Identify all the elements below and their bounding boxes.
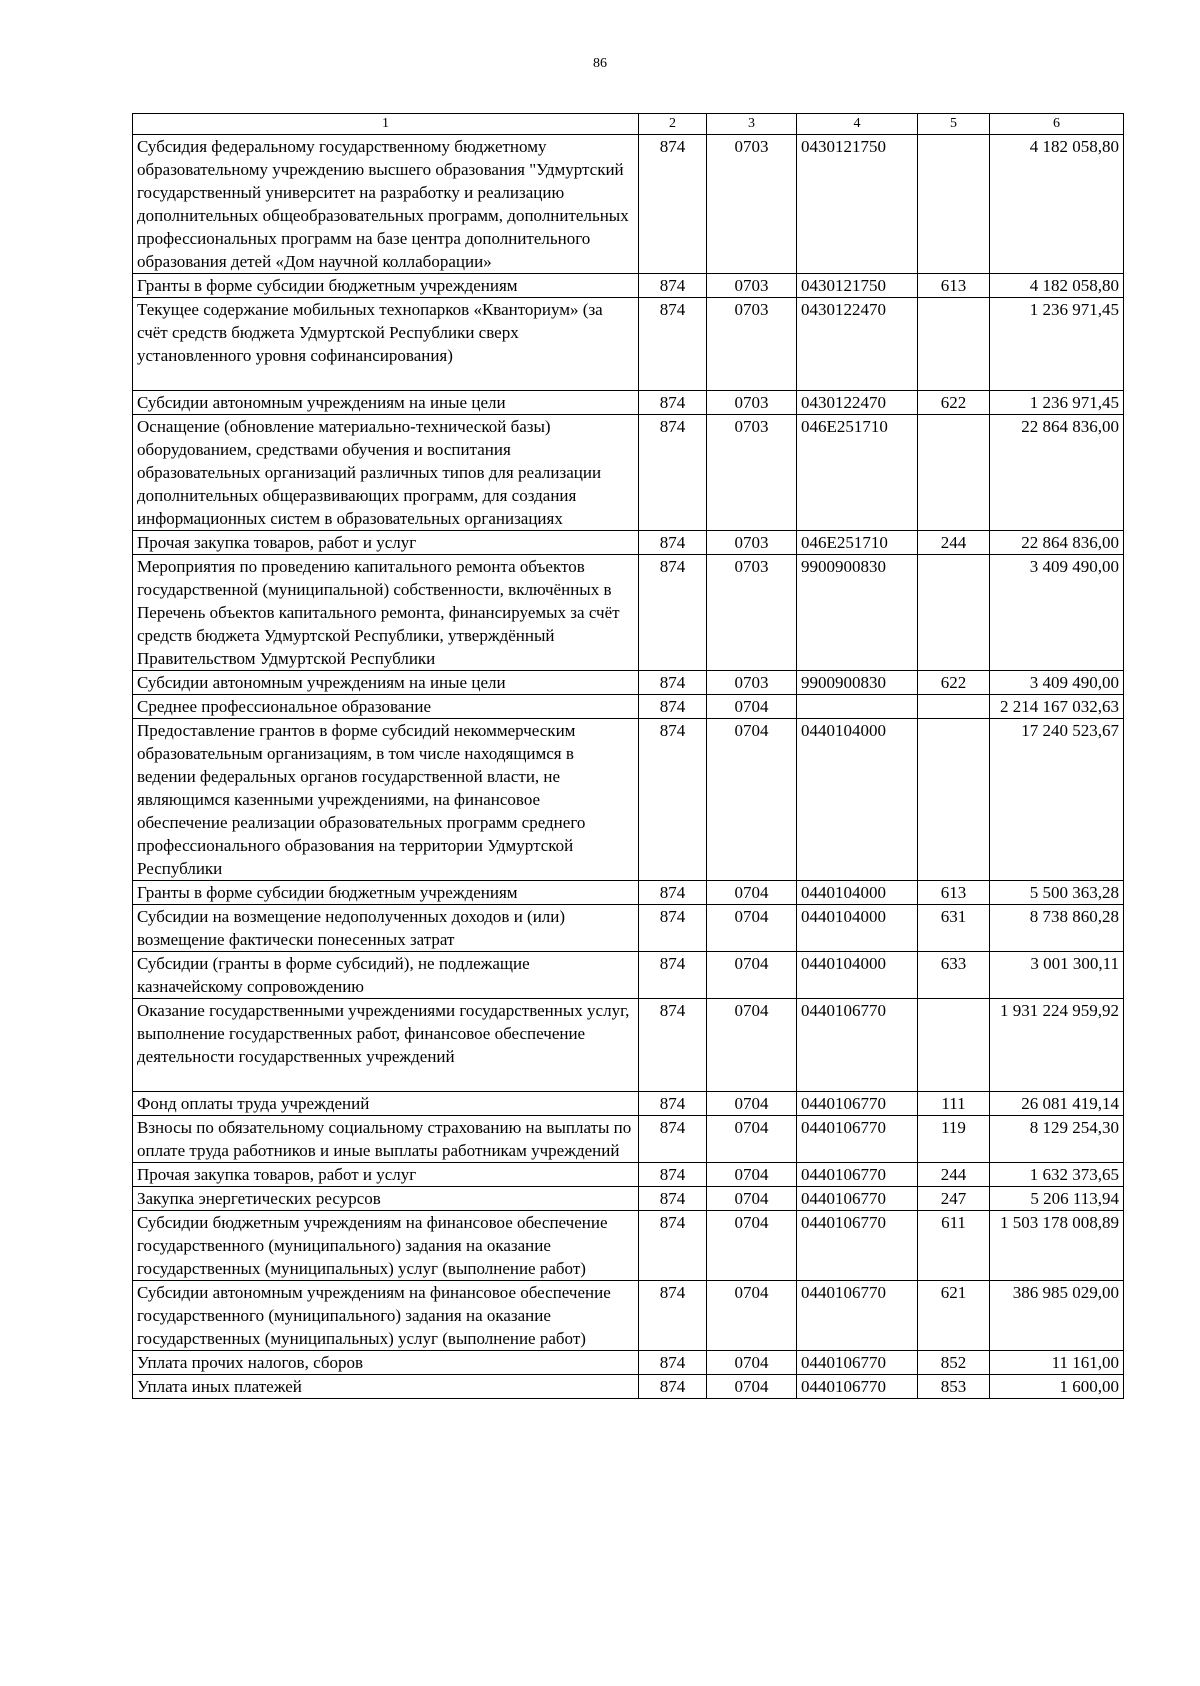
column-number-row (133, 114, 1124, 135)
admin-code: 874 (639, 415, 707, 531)
table-row (133, 999, 1124, 1092)
section-code: 0703 (707, 298, 797, 391)
expense-type-code (918, 135, 990, 274)
column-header: 4 (797, 114, 918, 135)
section-code: 0704 (707, 1281, 797, 1351)
section-code: 0704 (707, 695, 797, 719)
amount: 8 129 254,30 (990, 1116, 1124, 1163)
admin-code: 874 (639, 298, 707, 391)
admin-code: 874 (639, 952, 707, 999)
table-row (133, 391, 1124, 415)
column-header: 3 (707, 114, 797, 135)
row-name: Оснащение (обновление материально-технической базы) оборудованием, средствами обучения и воспитания образовательных организаций различных типов для реализации дополнительных общеразвивающих программ, для создания информационных систем в образовательных организациях (133, 415, 639, 531)
target-code: 046E251710 (797, 531, 918, 555)
amount: 3 409 490,00 (990, 555, 1124, 671)
amount: 11 161,00 (990, 1351, 1124, 1375)
table-row (133, 1351, 1124, 1375)
row-name: Предоставление грантов в форме субсидий некоммерческим образовательным организациям, в том числе находящимся в ведении федеральных органов государственной власти, не являющимся казенными учреждениями, на финансовое обеспечение реализации образовательных программ среднего профессионального образования на территории Удмуртской Республики (133, 719, 639, 881)
admin-code: 874 (639, 531, 707, 555)
row-name: Оказание государственными учреждениями государственных услуг, выполнение государственных работ, финансовое обеспечение деятельности государственных учреждений (133, 999, 639, 1092)
amount: 1 503 178 008,89 (990, 1211, 1124, 1281)
admin-code: 874 (639, 881, 707, 905)
target-code (797, 695, 918, 719)
table-row (133, 1163, 1124, 1187)
row-name: Гранты в форме субсидии бюджетным учреждениям (133, 881, 639, 905)
section-code: 0704 (707, 999, 797, 1092)
row-name: Субсидии автономным учреждениям на иные цели (133, 671, 639, 695)
expense-type-code: 631 (918, 905, 990, 952)
amount: 3 001 300,11 (990, 952, 1124, 999)
expense-type-code (918, 999, 990, 1092)
section-code: 0703 (707, 135, 797, 274)
table-row (133, 555, 1124, 671)
expense-type-code: 621 (918, 1281, 990, 1351)
row-name: Субсидии автономным учреждениям на иные цели (133, 391, 639, 415)
row-name: Уплата прочих налогов, сборов (133, 1351, 639, 1375)
expense-type-code: 247 (918, 1187, 990, 1211)
row-name: Субсидии (гранты в форме субсидий), не подлежащие казначейскому сопровождению (133, 952, 639, 999)
section-code: 0704 (707, 1211, 797, 1281)
admin-code: 874 (639, 1211, 707, 1281)
section-code: 0703 (707, 531, 797, 555)
table-row (133, 952, 1124, 999)
row-name: Фонд оплаты труда учреждений (133, 1092, 639, 1116)
column-header: 2 (639, 114, 707, 135)
row-name: Взносы по обязательному социальному страхованию на выплаты по оплате труда работников и иные выплаты работникам учреждений (133, 1116, 639, 1163)
admin-code: 874 (639, 1116, 707, 1163)
admin-code: 874 (639, 905, 707, 952)
admin-code: 874 (639, 719, 707, 881)
amount: 4 182 058,80 (990, 274, 1124, 298)
target-code: 0440104000 (797, 905, 918, 952)
admin-code: 874 (639, 1375, 707, 1399)
target-code: 0440106770 (797, 1281, 918, 1351)
admin-code: 874 (639, 695, 707, 719)
admin-code: 874 (639, 274, 707, 298)
target-code: 0440106770 (797, 1163, 918, 1187)
amount: 22 864 836,00 (990, 531, 1124, 555)
expense-type-code: 244 (918, 531, 990, 555)
admin-code: 874 (639, 1351, 707, 1375)
section-code: 0703 (707, 671, 797, 695)
row-name: Гранты в форме субсидии бюджетным учреждениям (133, 274, 639, 298)
target-code: 0430121750 (797, 135, 918, 274)
target-code: 046E251710 (797, 415, 918, 531)
table-row (133, 135, 1124, 274)
amount: 26 081 419,14 (990, 1092, 1124, 1116)
expense-type-code: 119 (918, 1116, 990, 1163)
section-code: 0704 (707, 881, 797, 905)
table-row (133, 415, 1124, 531)
table-row (133, 1092, 1124, 1116)
section-code: 0704 (707, 1375, 797, 1399)
section-code: 0703 (707, 274, 797, 298)
target-code: 0440106770 (797, 999, 918, 1092)
expense-type-code (918, 555, 990, 671)
admin-code: 874 (639, 1187, 707, 1211)
expense-type-code: 622 (918, 391, 990, 415)
target-code: 0440106770 (797, 1375, 918, 1399)
amount: 1 236 971,45 (990, 298, 1124, 391)
section-code: 0703 (707, 555, 797, 671)
column-header: 1 (133, 114, 639, 135)
admin-code: 874 (639, 555, 707, 671)
expense-type-code: 244 (918, 1163, 990, 1187)
table-row (133, 274, 1124, 298)
expense-type-code: 853 (918, 1375, 990, 1399)
amount: 8 738 860,28 (990, 905, 1124, 952)
amount: 5 206 113,94 (990, 1187, 1124, 1211)
amount: 1 236 971,45 (990, 391, 1124, 415)
amount: 1 600,00 (990, 1375, 1124, 1399)
table-row (133, 1375, 1124, 1399)
admin-code: 874 (639, 1163, 707, 1187)
row-name: Текущее содержание мобильных технопарков «Кванториум» (за счёт средств бюджета Удмуртской Республики сверх установленного уровня софинансирования) (133, 298, 639, 391)
amount: 1 632 373,65 (990, 1163, 1124, 1187)
admin-code: 874 (639, 1281, 707, 1351)
target-code: 0440106770 (797, 1187, 918, 1211)
target-code: 0440104000 (797, 952, 918, 999)
admin-code: 874 (639, 671, 707, 695)
row-name: Субсидии бюджетным учреждениям на финансовое обеспечение государственного (муниципального) задания на оказание государственных (муниципальных) услуг (выполнение работ) (133, 1211, 639, 1281)
table-row (133, 1281, 1124, 1351)
row-name: Субсидии автономным учреждениям на финансовое обеспечение государственного (муниципального) задания на оказание государственных (муниципальных) услуг (выполнение работ) (133, 1281, 639, 1351)
row-name: Прочая закупка товаров, работ и услуг (133, 1163, 639, 1187)
expense-type-code (918, 415, 990, 531)
row-name: Уплата иных платежей (133, 1375, 639, 1399)
admin-code: 874 (639, 999, 707, 1092)
table-row (133, 671, 1124, 695)
target-code: 0430122470 (797, 391, 918, 415)
table-row (133, 719, 1124, 881)
budget-table (132, 113, 1124, 1399)
column-header: 5 (918, 114, 990, 135)
amount: 17 240 523,67 (990, 719, 1124, 881)
section-code: 0704 (707, 1351, 797, 1375)
amount: 22 864 836,00 (990, 415, 1124, 531)
target-code: 0440106770 (797, 1211, 918, 1281)
amount: 2 214 167 032,63 (990, 695, 1124, 719)
table-row (133, 298, 1124, 391)
section-code: 0704 (707, 1092, 797, 1116)
expense-type-code: 611 (918, 1211, 990, 1281)
target-code: 0440104000 (797, 719, 918, 881)
target-code: 0440106770 (797, 1092, 918, 1116)
target-code: 0440104000 (797, 881, 918, 905)
table-row (133, 531, 1124, 555)
section-code: 0704 (707, 1187, 797, 1211)
expense-type-code (918, 695, 990, 719)
target-code: 0430122470 (797, 298, 918, 391)
table-row (133, 881, 1124, 905)
section-code: 0704 (707, 1163, 797, 1187)
expense-type-code: 111 (918, 1092, 990, 1116)
expense-type-code (918, 719, 990, 881)
amount: 4 182 058,80 (990, 135, 1124, 274)
target-code: 0430121750 (797, 274, 918, 298)
section-code: 0704 (707, 952, 797, 999)
row-name: Субсидия федеральному государственному бюджетному образовательному учреждению высшего образования "Удмуртский государственный университет на разработку и реализацию дополнительных общеобразовательных программ, дополнительных профессиональных программ на базе центра дополнительного образования детей «Дом научной коллаборации» (133, 135, 639, 274)
section-code: 0703 (707, 415, 797, 531)
table-row (133, 905, 1124, 952)
admin-code: 874 (639, 135, 707, 274)
amount: 386 985 029,00 (990, 1281, 1124, 1351)
expense-type-code: 622 (918, 671, 990, 695)
row-name: Прочая закупка товаров, работ и услуг (133, 531, 639, 555)
row-name: Среднее профессиональное образование (133, 695, 639, 719)
target-code: 0440106770 (797, 1116, 918, 1163)
target-code: 0440106770 (797, 1351, 918, 1375)
admin-code: 874 (639, 1092, 707, 1116)
column-header: 6 (990, 114, 1124, 135)
section-code: 0703 (707, 391, 797, 415)
admin-code: 874 (639, 391, 707, 415)
table-row (133, 1211, 1124, 1281)
expense-type-code: 613 (918, 881, 990, 905)
expense-type-code (918, 298, 990, 391)
amount: 5 500 363,28 (990, 881, 1124, 905)
amount: 1 931 224 959,92 (990, 999, 1124, 1092)
section-code: 0704 (707, 719, 797, 881)
section-code: 0704 (707, 1116, 797, 1163)
target-code: 9900900830 (797, 671, 918, 695)
section-code: 0704 (707, 905, 797, 952)
row-name: Мероприятия по проведению капитального ремонта объектов государственной (муниципальной) собственности, включённых в Перечень объектов капитального ремонта, финансируемых за счёт средств бюджета Удмуртской Республики, утверждённый Правительством Удмуртской Республики (133, 555, 639, 671)
table-row (133, 1116, 1124, 1163)
page-number: 86 (593, 56, 607, 71)
expense-type-code: 852 (918, 1351, 990, 1375)
row-name: Закупка энергетических ресурсов (133, 1187, 639, 1211)
target-code: 9900900830 (797, 555, 918, 671)
expense-type-code: 613 (918, 274, 990, 298)
row-name: Субсидии на возмещение недополученных доходов и (или) возмещение фактически понесенных затрат (133, 905, 639, 952)
expense-type-code: 633 (918, 952, 990, 999)
table-row (133, 1187, 1124, 1211)
table-row (133, 695, 1124, 719)
amount: 3 409 490,00 (990, 671, 1124, 695)
